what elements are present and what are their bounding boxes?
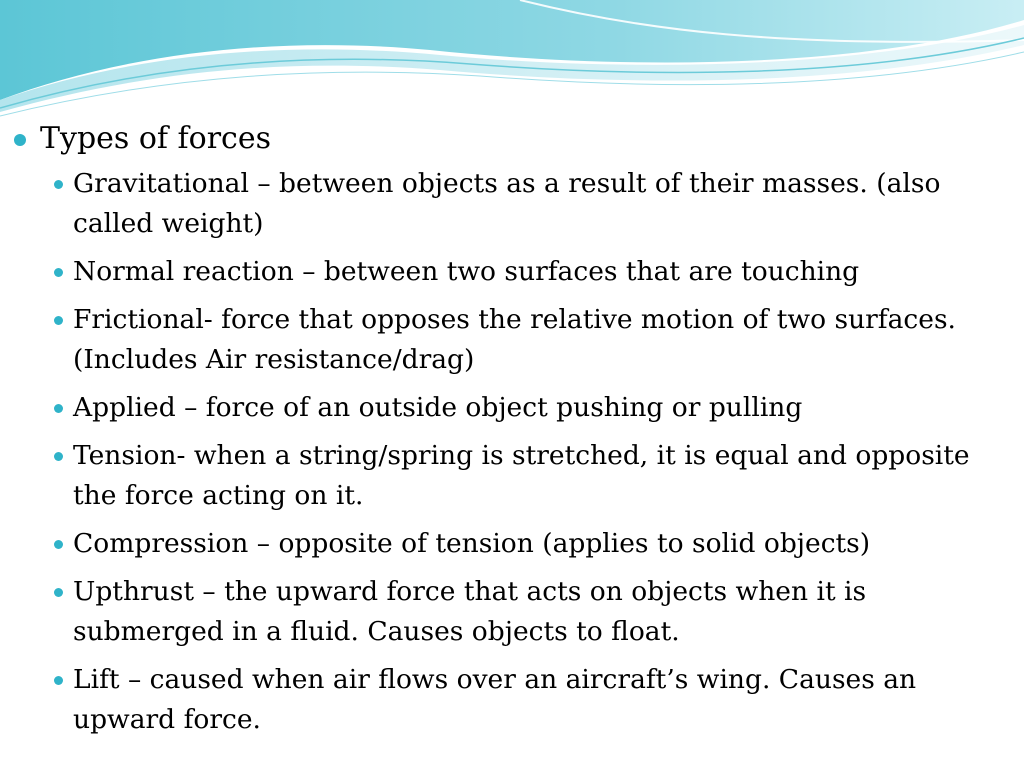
header-wave-decoration	[0, 0, 1024, 120]
bullet-dot-icon	[54, 268, 63, 277]
sub-bullet-tension	[54, 436, 1018, 516]
bullet-dot-icon	[54, 316, 63, 325]
sub-bullet-text: Normal reaction – between two surfaces that are touching	[73, 256, 860, 287]
bullet-dot-icon	[14, 134, 26, 146]
sub-bullet-upthrust	[54, 572, 1018, 652]
bullet-dot-icon	[54, 404, 63, 413]
sub-bullet-text: Frictional- force that opposes the relative motion of two surfaces. (Includes Air resistance/drag)	[73, 304, 956, 375]
bullet-dot-icon	[54, 180, 63, 189]
bullet-dot-icon	[54, 588, 63, 597]
content-area	[14, 118, 1018, 748]
sub-bullet-text: Tension- when a string/spring is stretched, it is equal and opposite the force acting on it.	[73, 440, 970, 511]
sub-bullet-applied	[54, 388, 1018, 428]
sub-bullet-frictional	[54, 300, 1018, 380]
sub-bullet-text: Upthrust – the upward force that acts on objects when it is submerged in a fluid. Causes objects to float.	[73, 576, 867, 647]
bullet-dot-icon	[54, 452, 63, 461]
sub-bullet-text: Applied – force of an outside object pushing or pulling	[73, 392, 803, 423]
bullet-dot-icon	[54, 676, 63, 685]
sub-bullet-lift	[54, 660, 1018, 740]
sub-bullet-compression	[54, 524, 1018, 564]
sub-bullet-gravitational	[54, 164, 1018, 244]
sub-bullet-text: Gravitational – between objects as a result of their masses. (also called weight)	[73, 168, 941, 239]
bullet-dot-icon	[54, 540, 63, 549]
sub-bullet-text: Lift – caused when air flows over an aircraft’s wing. Causes an upward force.	[73, 664, 917, 735]
top-level-bullet	[14, 118, 1018, 160]
top-bullet-text: Types of forces	[40, 121, 272, 156]
sub-bullet-list	[14, 164, 1018, 740]
sub-bullet-text: Compression – opposite of tension (applies to solid objects)	[73, 528, 871, 559]
sub-bullet-normal-reaction	[54, 252, 1018, 292]
